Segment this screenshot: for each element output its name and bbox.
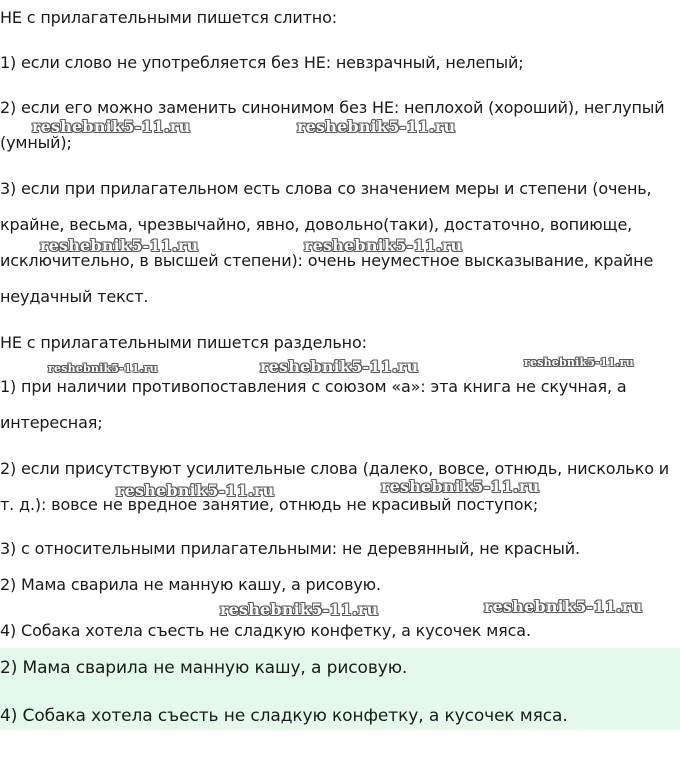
slitno-rule-3-line-2: крайне, весьма, чрезвычайно, явно, довольно(таки), достаточно, вопиюще, [0, 215, 633, 234]
watermark: reshebnik5-11.ru [220, 600, 379, 619]
watermark: reshebnik5-11.ru [48, 362, 158, 375]
razdelno-rule-2-line-1: 2) если присутствуют усилительные слова (далеко, вовсе, отнюдь, нисколько и [0, 459, 670, 478]
slitno-heading: НЕ с прилагательными пишется слитно: [0, 8, 337, 27]
answer-sentence-2: 2) Мама сварила не манную кашу, а рисовую. [0, 658, 408, 678]
watermark: reshebnik5-11.ru [40, 236, 199, 255]
task-sentence-4: 4) Собака хотела съесть не сладкую конфетку, а кусочек мяса. [0, 621, 531, 640]
watermark: reshebnik5-11.ru [297, 117, 456, 136]
slitno-rule-3-line-1: 3) если при прилагательном есть слова со значением меры и степени (очень, [0, 179, 652, 198]
answer-sentence-4: 4) Собака хотела съесть не сладкую конфетку, а кусочек мяса. [0, 706, 568, 726]
slitno-rule-3-line-4: неудачный текст. [0, 287, 149, 306]
razdelno-rule-3: 3) с относительными прилагательными: не деревянный, не красный. [0, 539, 580, 558]
slitno-rule-1: 1) если слово не употребляется без НЕ: невзрачный, нелепый; [0, 53, 524, 72]
watermark: reshebnik5-11.ru [116, 481, 275, 500]
razdelno-rule-1-line-1: 1) при наличии противопоставления с союзом «а»: эта книга не скучная, а [0, 377, 627, 396]
razdelno-heading: НЕ с прилагательными пишется раздельно: [0, 333, 367, 352]
watermark: reshebnik5-11.ru [484, 597, 643, 616]
watermark: reshebnik5-11.ru [381, 477, 540, 496]
watermark: reshebnik5-11.ru [32, 117, 191, 136]
slitno-rule-2-line-1: 2) если его можно заменить синонимом без НЕ: неплохой (хороший), неглупый [0, 98, 665, 117]
slitno-rule-3-line-3: исключительно, в высшей степени): очень неуместное высказывание, крайне [0, 251, 654, 270]
task-sentence-2: 2) Мама сварила не манную кашу, а рисовую. [0, 575, 381, 594]
slitno-rule-2-line-2: (умный); [0, 133, 72, 152]
watermark: reshebnik5-11.ru [260, 357, 419, 376]
razdelno-rule-1-line-2: интересная; [0, 413, 103, 432]
watermark: reshebnik5-11.ru [524, 356, 634, 369]
watermark: reshebnik5-11.ru [304, 236, 463, 255]
razdelno-rule-2-line-2: т. д.): вовсе не вредное занятие, отнюдь не красивый поступок; [0, 495, 539, 514]
